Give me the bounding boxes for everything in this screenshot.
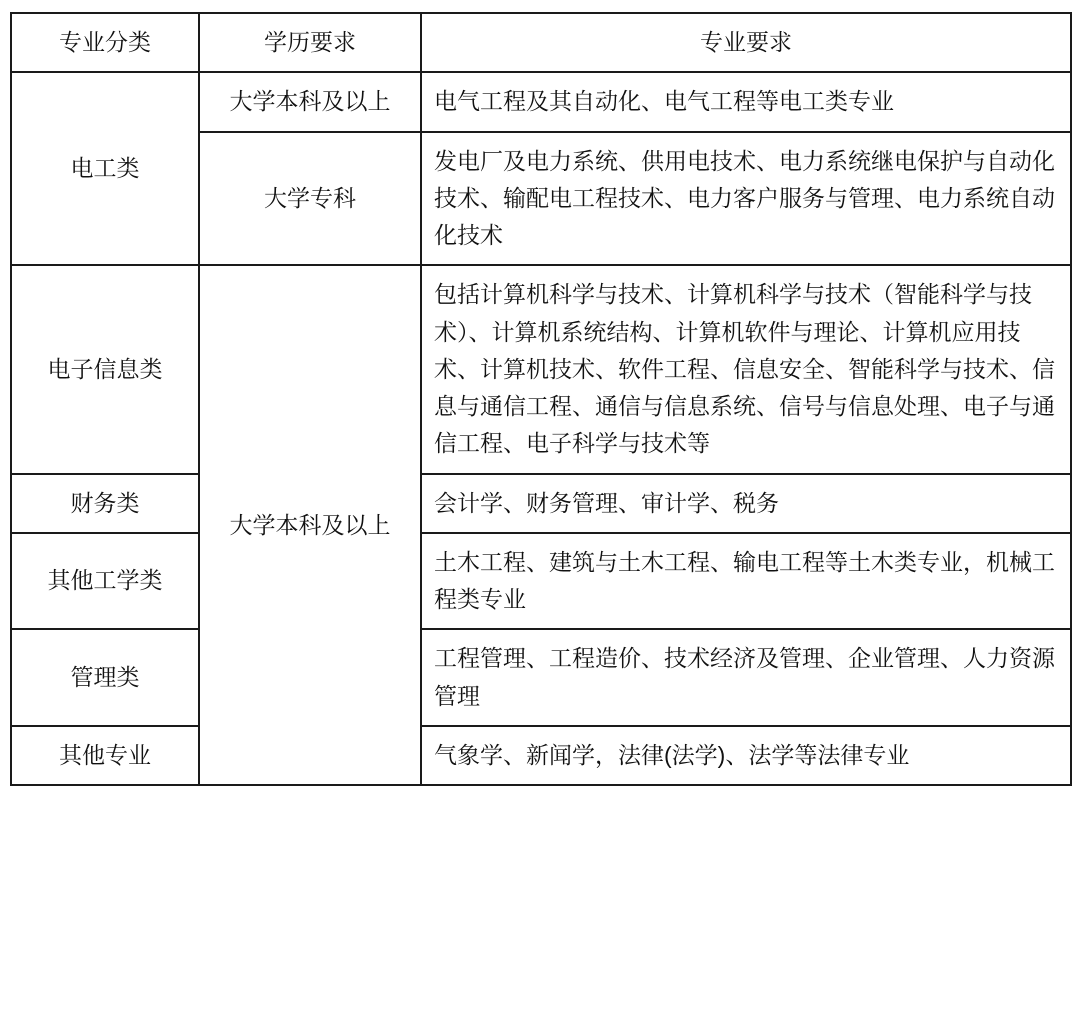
cell-major: 发电厂及电力系统、供用电技术、电力系统继电保护与自动化技术、输配电工程技术、电力客户服务与管理、电力系统自动化技术 <box>421 132 1071 266</box>
cell-category: 其他工学类 <box>11 533 199 630</box>
table-row <box>11 474 1071 533</box>
major-requirements-table <box>10 12 1072 786</box>
cell-category: 财务类 <box>11 474 199 533</box>
table-row <box>11 726 1071 785</box>
table-header-row <box>11 13 1071 72</box>
column-header-category: 专业分类 <box>11 13 199 72</box>
cell-major: 气象学、新闻学，法律(法学)、法学等法律专业 <box>421 726 1071 785</box>
cell-major: 土木工程、建筑与土木工程、输电工程等土木类专业，机械工程类专业 <box>421 533 1071 630</box>
table-row <box>11 533 1071 630</box>
cell-major: 工程管理、工程造价、技术经济及管理、企业管理、人力资源管理 <box>421 629 1071 726</box>
cell-major: 包括计算机科学与技术、计算机科学与技术（智能科学与技术）、计算机系统结构、计算机软件与理论、计算机应用技术、计算机技术、软件工程、信息安全、智能科学与技术、信息与通信工程、通信与信息系统、信号与信息处理、电子与通信工程、电子科学与技术等 <box>421 265 1071 473</box>
cell-major: 会计学、财务管理、审计学、税务 <box>421 474 1071 533</box>
column-header-education: 学历要求 <box>199 13 421 72</box>
table-row <box>11 72 1071 131</box>
table-row <box>11 265 1071 473</box>
column-header-major: 专业要求 <box>421 13 1071 72</box>
table-row <box>11 629 1071 726</box>
cell-education: 大学本科及以上 <box>199 72 421 131</box>
table-body <box>11 72 1071 785</box>
cell-education: 大学专科 <box>199 132 421 266</box>
cell-category: 电工类 <box>11 72 199 265</box>
cell-category: 电子信息类 <box>11 265 199 473</box>
cell-category: 其他专业 <box>11 726 199 785</box>
cell-category: 管理类 <box>11 629 199 726</box>
table-header <box>11 13 1071 72</box>
cell-education: 大学本科及以上 <box>199 265 421 785</box>
cell-major: 电气工程及其自动化、电气工程等电工类专业 <box>421 72 1071 131</box>
